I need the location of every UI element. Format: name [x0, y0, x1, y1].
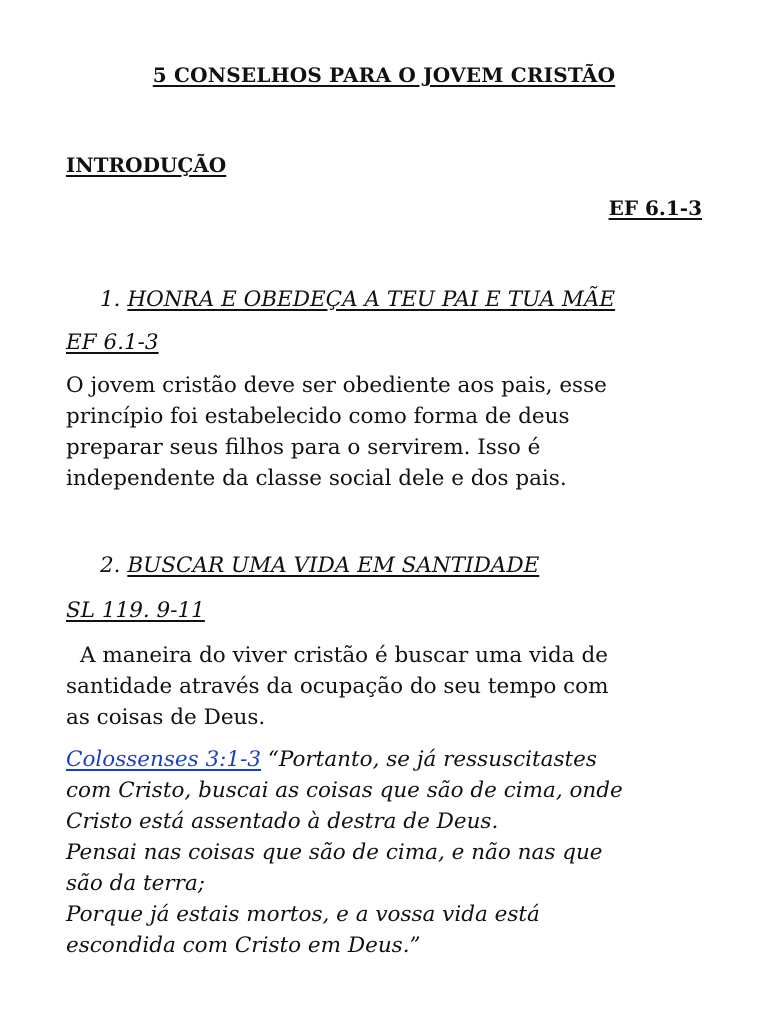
quote-first-line	[66, 744, 623, 775]
section-2-body-line: as coisas de Deus.	[66, 705, 266, 730]
quote-line: são da terra;	[66, 871, 206, 896]
section-1-body-line: O jovem cristão deve ser obediente aos pais, esse	[66, 373, 607, 398]
section-1-body-line: preparar seus filhos para o servirem. Isso é	[66, 435, 541, 460]
introduction-reference: EF 6.1-3	[608, 196, 702, 220]
section-2-body-line: A maneira do viver cristão é buscar uma vida de	[80, 643, 608, 668]
section-1-body	[66, 370, 607, 494]
quote-line: “Portanto, se já ressuscitastes	[267, 747, 597, 772]
section-1-title: HONRA E OBEDEÇA A TEU PAI E TUA MÃE	[127, 287, 616, 312]
section-1-number: 1.	[100, 287, 121, 312]
section-1-body-line: princípio foi estabelecido como forma de deus	[66, 404, 570, 429]
introduction-heading: INTRODUÇÃO	[66, 153, 227, 177]
section-1-heading	[100, 285, 615, 315]
section-2-body	[66, 640, 609, 733]
quote-line: Pensai nas coisas que são de cima, e não nas que	[66, 840, 603, 865]
quote-line: Porque já estais mortos, e a vossa vida está	[66, 902, 540, 927]
quote-line: escondida com Cristo em Deus.”	[66, 933, 421, 958]
section-2-body-line: santidade através da ocupação do seu tempo com	[66, 674, 609, 699]
quote-line: com Cristo, buscai as coisas que são de cima, onde	[66, 778, 623, 803]
section-2-number: 2.	[100, 553, 121, 578]
section-2-reference: SL 119. 9-11	[66, 598, 205, 623]
section-2-heading	[100, 551, 539, 581]
scripture-link[interactable]: Colossenses 3:1-3	[66, 747, 262, 772]
document-title: 5 CONSELHOS PARA O JOVEM CRISTÃO	[152, 63, 616, 87]
section-2-title: BUSCAR UMA VIDA EM SANTIDADE	[127, 553, 540, 578]
quote-line: Cristo está assentado à destra de Deus.	[66, 809, 499, 834]
section-1-body-line: independente da classe social dele e dos pais.	[66, 466, 567, 491]
scripture-quote	[66, 744, 623, 961]
section-1-reference: EF 6.1-3	[66, 330, 159, 355]
